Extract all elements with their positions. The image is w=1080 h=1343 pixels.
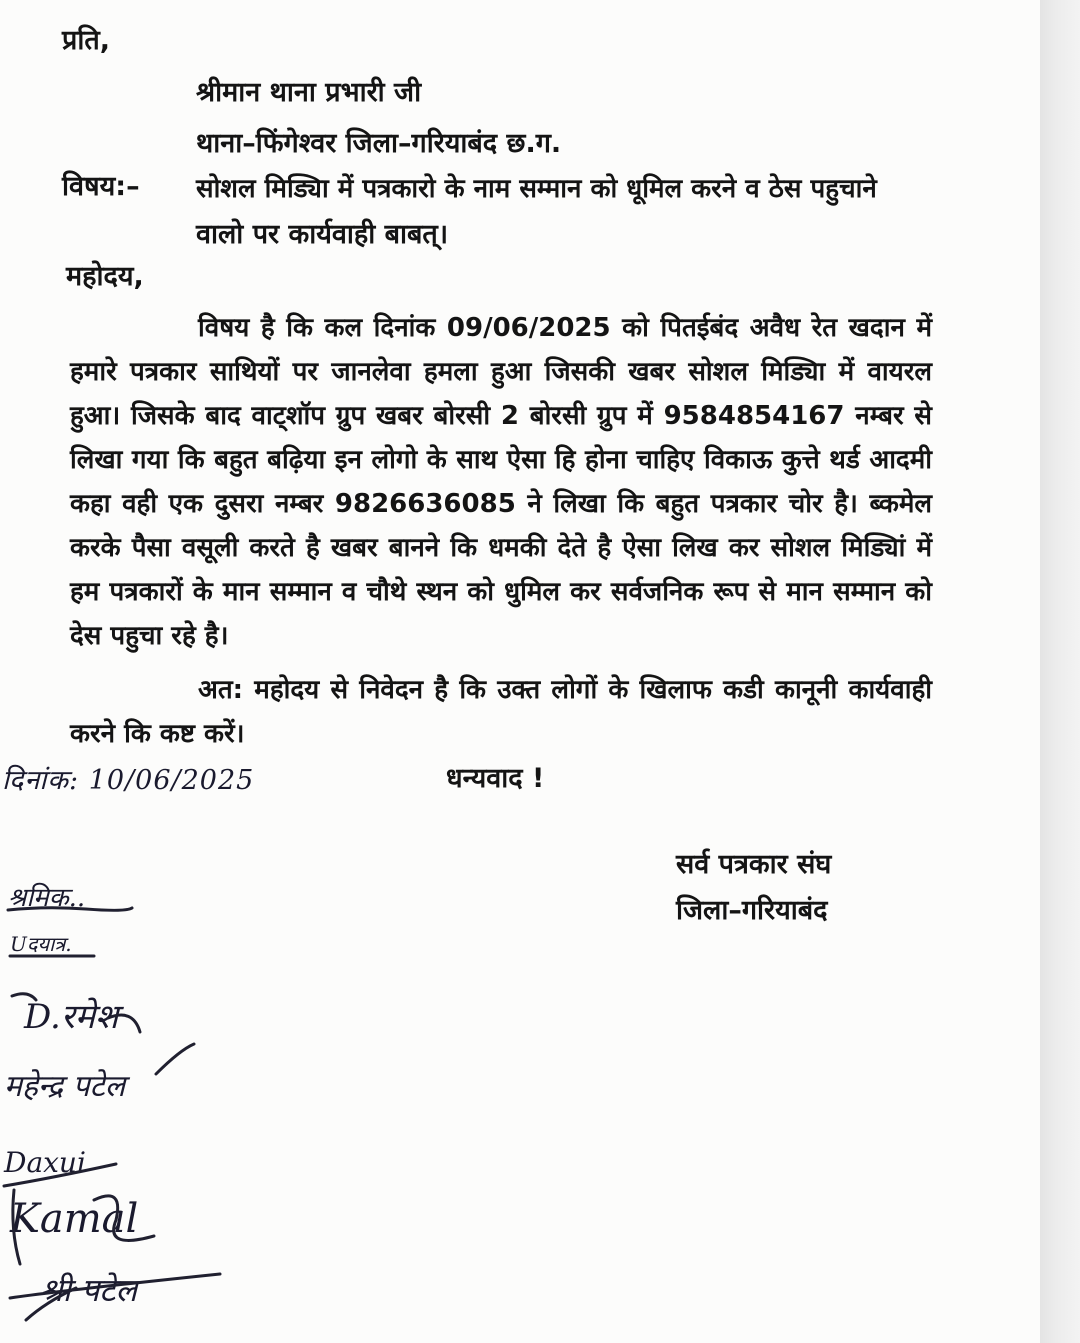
signature-7: श्री पटेल (40, 1271, 138, 1309)
sender-line-1: सर्व पत्रकार संघ (676, 849, 832, 880)
subject-label: विषय:– (62, 171, 140, 202)
signature-1-underline (6, 904, 136, 916)
signature-6: Kamal (10, 1196, 139, 1242)
subject-line-1: सोशल मिड्यिा में पत्रकारो के नाम सम्मान को धूमिल करने व ठेस पहुचाने (196, 174, 877, 204)
body-paragraph: विषय है कि कल दिनांक 09/06/2025 को पितईबंद अवैध रेत खदान में हमारे पत्रकार साथियों पर जानलेवा हमला हुआ जिसकी खबर सोशल मिड्यिा में वायरल हुआ। जिसके बाद वाट्शॉप ग्रुप खबर बोरसी 2 बोरसी ग्रुप में 9584854167 नम्बर से लिखा गया कि बहुत बढ़िया इन लोगो के साथ ऐसा हि होना चाहिए विकाऊ कुत्ते थर्ड आदमी कहा वही एक दुसरा नम्बर 9826636085 ने लिखा कि बहुत पत्रकार चोर है। ब्कमेल करके पैसा वसूली करते है खबर बानने कि धमकी देते है ऐसा लिख कर सोशल मिड्यिां में हम पत्रकारों के मान सम्मान व चौथे स्थन को धुमिल कर सर्वजनिक रूप से मान सम्मान को देस पहुचा रहे है। (70, 313, 932, 651)
signature-6-strokes (4, 1180, 174, 1270)
signature-3: D.रमेश (24, 997, 119, 1037)
thanks: धन्यवाद ! (446, 763, 545, 794)
signature-4-flourish (150, 1040, 200, 1080)
signature-1: श्रमिक.. (8, 883, 86, 913)
signature-3-strokes (8, 988, 148, 1040)
signature-4: महेन्द्र पटेल (4, 1069, 126, 1104)
greeting: महोदय, (66, 261, 144, 292)
handwritten-date: दिनांक: 10/06/2025 (2, 765, 255, 796)
salutation-to: प्रति, (62, 25, 111, 56)
request-paragraph-block (70, 668, 932, 756)
body-paragraph-block (70, 306, 932, 658)
page-edge-shadow (1040, 0, 1080, 1343)
recipient-line-1: श्रीमान थाना प्रभारी जी (196, 77, 422, 108)
sender-line-2: जिला–गरियाबंद (676, 895, 828, 926)
recipient-line-2: थाना–फिंगेश्वर जिला–गरियाबंद छ.ग. (196, 128, 562, 159)
signature-2-underline (8, 952, 98, 960)
signature-5: Daxui (4, 1146, 86, 1179)
signature-7-strokes (6, 1262, 226, 1326)
subject-line-2: वालो पर कार्यवाही बाबत्। (196, 219, 449, 250)
signature-2: Uदयात्र. (10, 932, 72, 956)
request-paragraph: अत: महोदय से निवेदन है कि उक्त लोगों के खिलाफ कडी कानूनी कार्यवाही करने कि कष्ट करें। (70, 675, 932, 749)
